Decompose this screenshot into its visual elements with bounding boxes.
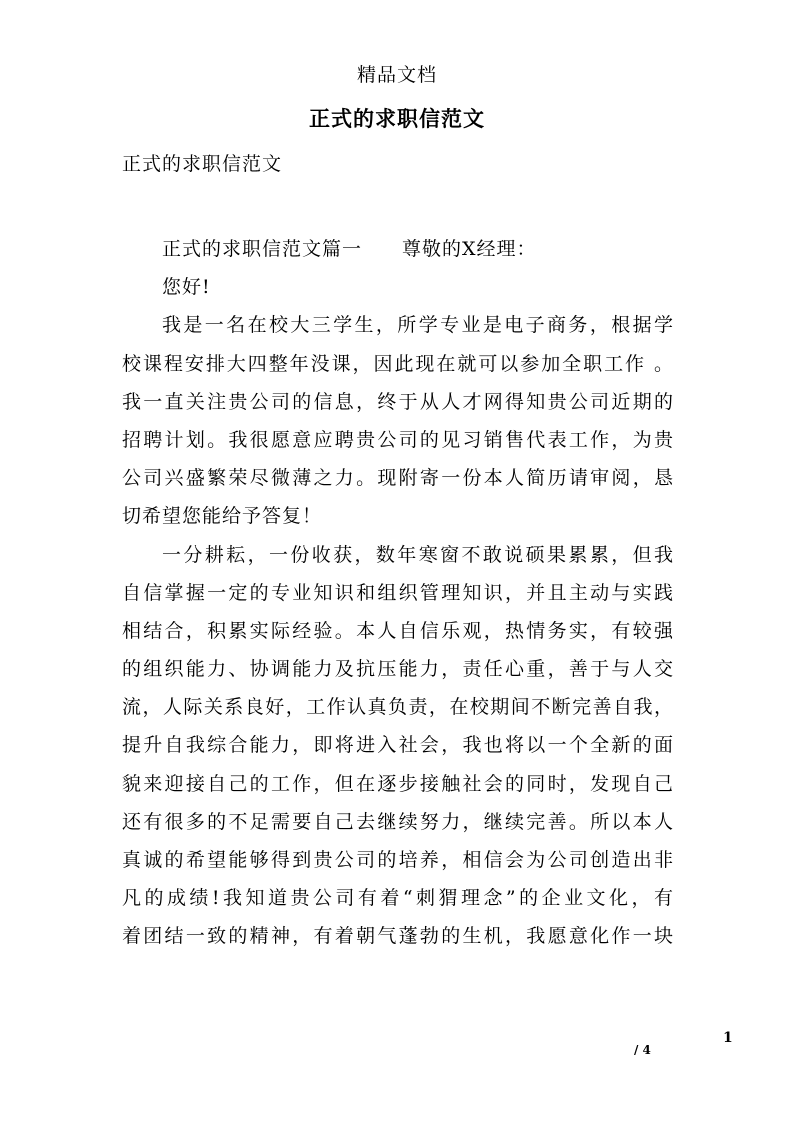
document-subtitle: 正式的求职信范文 <box>122 153 283 175</box>
paragraph-line: 相结合，积累实际经验。本人自信乐观，热情务实，有较强 <box>122 619 674 642</box>
paragraph-line: 的组织能力、协调能力及抗压能力，责任心重，善于与人交 <box>122 658 674 681</box>
letter-body <box>122 230 674 956</box>
section-heading: 正式的求职信范文篇一 <box>162 238 363 260</box>
paragraph-line: 一分耕耘，一份收获，数年寒窗不敢说硕果累累，但我 <box>162 543 674 566</box>
paragraph-line: 校课程安排大四整年没课，因此现在就可以参加全职工作 。 <box>122 352 674 375</box>
salutation: 尊敬的X经理： <box>402 238 537 260</box>
document-title: 正式的求职信范文 <box>309 106 485 131</box>
page-number: 1 <box>723 1030 733 1046</box>
paragraph-line: 还有很多的不足需要自己去继续努力，继续完善。所以本人 <box>122 810 674 833</box>
page-header-label: 精品文档 <box>356 64 437 86</box>
paragraph-line: 自信掌握一定的专业知识和组织管理知识，并且主动与实践 <box>122 581 674 604</box>
page-total: / 4 <box>634 1043 651 1057</box>
letter-opening-line <box>122 230 674 268</box>
paragraph-line: 公司兴盛繁荣尽微薄之力。现附寄一份本人简历请审阅，恳 <box>122 467 674 490</box>
paragraph-line: 我一直关注贵公司的信息，终于从人才网得知贵公司近期的 <box>122 390 674 413</box>
paragraph-line: 招聘计划。我很愿意应聘贵公司的见习销售代表工作，为贵 <box>122 428 674 451</box>
paragraph-line: 流，人际关系良好，工作认真负责，在校期间不断完善自我， <box>122 696 674 719</box>
greeting-line: 您好! <box>162 276 211 299</box>
paragraph-line: 我是一名在校大三学生，所学专业是电子商务，根据学 <box>162 314 674 337</box>
paragraph-line: 切希望您能给予答复！ <box>122 505 323 528</box>
paragraph-line: 真诚的希望能够得到贵公司的培养，相信会为公司创造出非 <box>122 849 674 871</box>
paragraph-line: 提升自我综合能力，即将进入社会，我也将以一个全新的面 <box>122 734 674 757</box>
paragraph-line: 貌来迎接自己的工作，但在逐步接触社会的同时，发现自己 <box>122 772 674 795</box>
paragraph-line: 凡的成绩!我知道贵公司有着“刺猬理念”的企业文化，有 <box>122 887 674 910</box>
paragraph-line: 着团结一致的精神，有着朝气蓬勃的生机，我愿意化作一块 <box>122 925 674 948</box>
